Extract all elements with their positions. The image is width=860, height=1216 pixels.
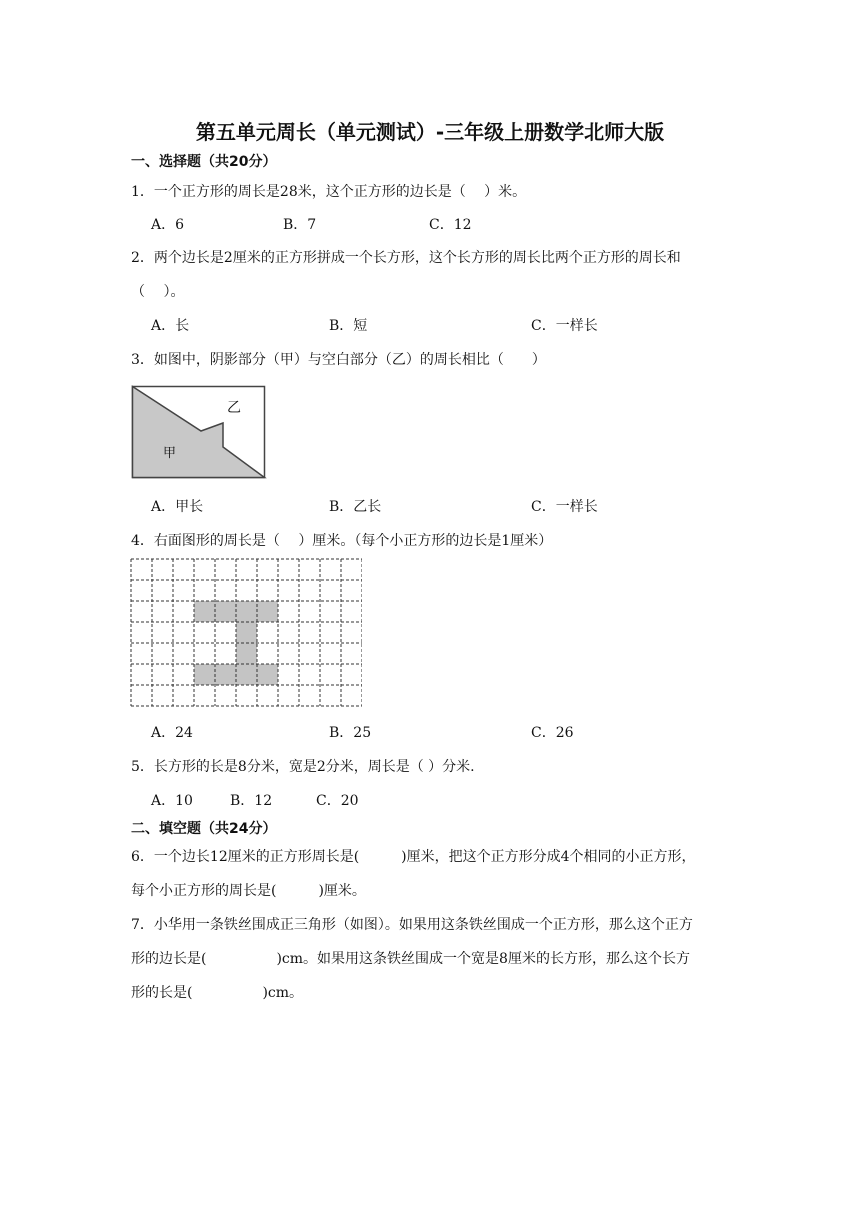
q4-option-a: A．24 [151,725,193,741]
grid-shaded-cell [236,664,257,685]
q2-option-c: C．一样长 [531,318,598,334]
q3-figure [131,385,267,479]
grid-shaded-cell [194,601,215,622]
question-6-line-1: 6．一个边长12厘米的正方形周长是( )厘米，把这个正方形分成4个相同的小正方形， [131,849,696,865]
question-5: 5．长方形的长是8分米，宽是2分米，周长是（ ）分米. [131,759,475,775]
q4-option-b: B．25 [329,725,372,741]
q2-option-b: B．短 [329,318,368,334]
grid-shaded-cell [215,601,236,622]
question-1: 1．一个正方形的周长是28米，这个正方形的边长是（ ）米。 [131,184,527,200]
q2-option-a: A．长 [151,318,190,334]
q5-option-b: B．12 [230,793,273,809]
question-2-line-2: （ ）。 [131,284,185,300]
q5-option-c: C．20 [316,793,359,809]
question-2-line-1: 2．两个边长是2厘米的正方形拼成一个长方形，这个长方形的周长比两个正方形的周长和 [131,250,681,266]
grid-shaded-cell [236,622,257,643]
q3-option-b: B．乙长 [329,499,382,515]
q1-option-c: C．12 [429,217,472,233]
question-7-line-1: 7．小华用一条铁丝围成正三角形（如图）。如果用这条铁丝围成一个正方形，那么这个正方 [131,917,693,933]
q5-option-a: A．10 [151,793,193,809]
grid-shaded-cell [236,601,257,622]
question-4: 4．右面图形的周长是（ ）厘米。（每个小正方形的边长是1厘米） [131,533,553,549]
grid-shaded-cell [257,601,278,622]
grid-shaded-cell [215,664,236,685]
q3-label-blank: 乙 [227,400,241,416]
grid-shaded-cell [236,643,257,664]
q3-option-c: C．一样长 [531,499,598,515]
q3-option-a: A．甲长 [151,499,204,515]
q4-option-c: C．26 [531,725,574,741]
question-7-line-2: 形的边长是( )cm。如果用这条铁丝围成一个宽是8厘米的长方形，那么这个长方 [131,951,690,967]
q1-option-b: B．7 [283,217,317,233]
q4-grid-figure [130,558,362,708]
page-title: 第五单元周长（单元测试）-三年级上册数学北师大版 [195,120,665,144]
question-6-line-2: 每个小正方形的周长是( )厘米。 [131,883,366,899]
q3-label-shaded: 甲 [163,446,177,461]
section-heading-choice: 一、选择题（共20分） [131,154,277,170]
section-heading-fill-blank: 二、填空题（共24分） [131,821,277,837]
q1-option-a: A．6 [151,217,185,233]
grid-shaded-cell [194,664,215,685]
grid-shaded-cell [257,664,278,685]
question-7-line-3: 形的长是( )cm。 [131,985,304,1001]
question-3: 3．如图中，阴影部分（甲）与空白部分（乙）的周长相比（ ） [131,352,546,368]
